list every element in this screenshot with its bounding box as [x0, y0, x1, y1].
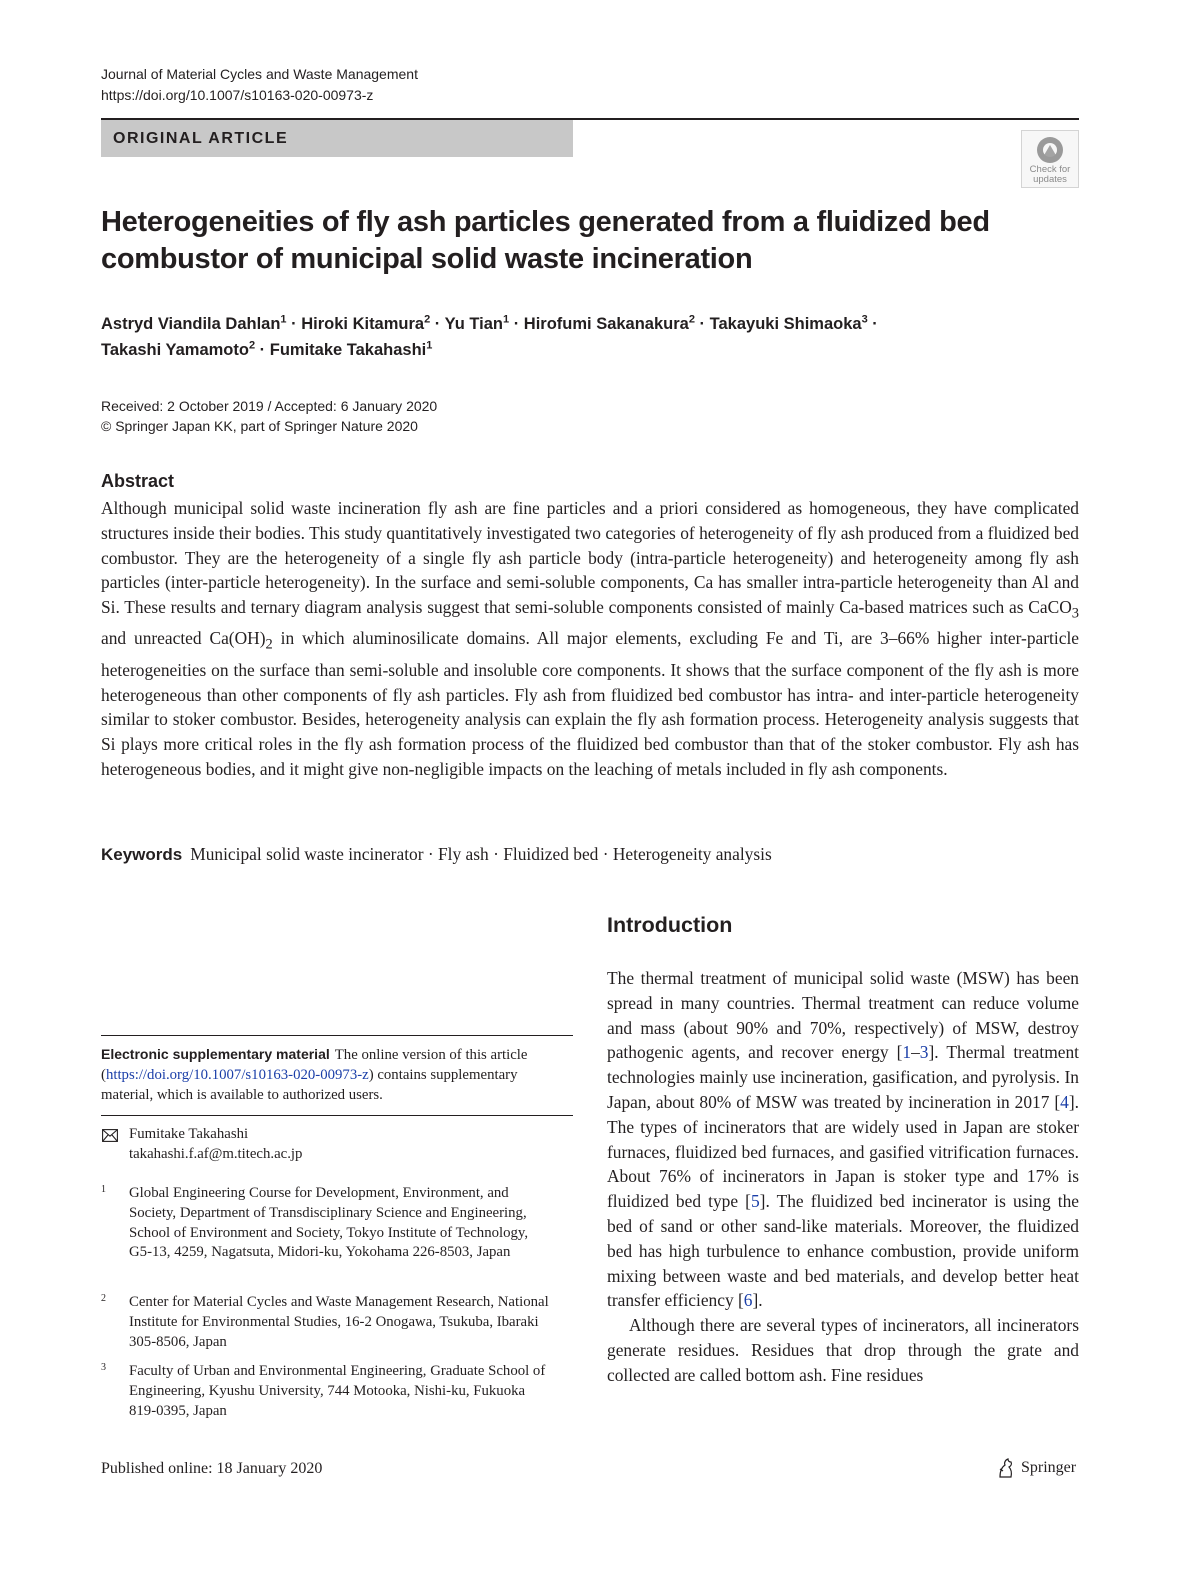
springer-horse-icon [996, 1457, 1016, 1479]
journal-header [101, 64, 418, 106]
affiliation-2: Center for Material Cycles and Waste Management Research, National Institute for Environmental Studies, 16-2 Onogawa, Tsukuba, Ibaraki 305-8506, Japan [129, 1294, 549, 1350]
corresponding-author [129, 1124, 302, 1164]
author-affiliation-mark: 2 [424, 313, 431, 326]
author-separator: · [255, 341, 270, 359]
introduction-heading: Introduction [607, 913, 733, 937]
introduction-body [607, 966, 1079, 1388]
article-dates [101, 396, 437, 436]
abstract-text-1: Although municipal solid waste incineration fly ash are fine particles and a priori considered as homogeneous, they have complicated structures inside their bodies. This study quantitatively investigated two categories of heterogeneity of fly ash produced from a fluidized bed combustor. They are the heterogeneity of a single fly ash particle body (intra-particle heterogeneity) and heterogeneity among fly ash particles (inter-particle heterogeneity). In the surface and semi-soluble components, Ca has smaller intra-particle heterogeneity than Al and Si. These results and ternary diagram analysis suggest that semi-soluble components consisted of mainly Ca-based matrices such as CaCO [101, 498, 1079, 618]
article-title [101, 204, 1081, 278]
citation-1[interactable]: 1 [902, 1042, 912, 1063]
affiliation-number-3: 3 [101, 1362, 106, 1373]
abstract-subscript-2: 2 [265, 636, 273, 653]
check-updates-icon [1035, 135, 1065, 165]
affiliation-3: Faculty of Urban and Environmental Engineering, Graduate School of Engineering, Kyushu University, 744 Motooka, Nishi-ku, Fukuoka 819-0395, Japan [129, 1363, 546, 1419]
keywords-text: Municipal solid waste incinerator · Fly ash · Fluidized bed · Heterogeneity analysis [190, 844, 772, 864]
affiliation-number-1: 1 [101, 1184, 106, 1195]
check-updates-text: Check for updates [1029, 164, 1071, 185]
doi-link[interactable]: https://doi.org/10.1007/s10163-020-00973-z [101, 87, 374, 103]
keywords-label: Keywords [101, 845, 183, 864]
author-name[interactable]: Fumitake Takahashi [269, 341, 427, 359]
corresponding-name: Fumitake Takahashi [129, 1126, 249, 1142]
keywords [101, 842, 1079, 867]
intro-paragraph-1 [607, 966, 1079, 1313]
springer-label: Springer [1021, 1459, 1077, 1476]
supplementary-link[interactable]: https://doi.org/10.1007/s10163-020-00973-z [105, 1067, 369, 1083]
supplementary-text: The online version of this article ( [101, 1047, 528, 1083]
intro-text: The thermal treatment of municipal solid waste (MSW) has been spread in many countries. Thermal treatment can reduce volume and mass (about 90% and 70%, respectively) of MSW, destroy pathogenic agents, and recover energy [ [607, 968, 1079, 1063]
author-name[interactable]: Hiroki Kitamura [301, 315, 425, 333]
received-accepted: Received: 2 October 2019 / Accepted: 6 January 2020 [101, 398, 438, 414]
published-online: Published online: 18 January 2020 [101, 1460, 323, 1477]
citation-5[interactable]: 5 [750, 1191, 760, 1212]
corresponding-email[interactable]: takahashi.f.af@m.titech.ac.jp [129, 1146, 303, 1162]
supplementary-text: ) contains supplementary material, which is available to authorized users. [101, 1067, 518, 1103]
title-line-2: combustor of municipal solid waste incineration [101, 243, 753, 275]
author-affiliation-mark: 1 [426, 339, 433, 352]
author-name[interactable]: Takashi Yamamoto [101, 341, 249, 359]
author-affiliation-mark: 1 [502, 313, 510, 326]
citation-dash: – [911, 1042, 920, 1063]
intro-text: ]. Thermal treatment technologies mainly use incineration, gasification, and pyrolysis. In Japan, about 80% of MSW was treated by incineration in 2017 [ [607, 1042, 1080, 1112]
author-affiliation-mark: 3 [861, 313, 868, 326]
citation-4[interactable]: 4 [1060, 1091, 1069, 1112]
author-list [101, 311, 1081, 363]
footnote-rule-bottom [101, 1115, 573, 1116]
author-separator: · [286, 315, 302, 333]
supplementary-note [101, 1044, 573, 1105]
author-separator: · [867, 315, 878, 333]
author-separator: · [694, 315, 710, 333]
supplementary-label: Electronic supplementary material [101, 1046, 330, 1062]
envelope-icon [102, 1129, 118, 1142]
copyright: © Springer Japan KK, part of Springer Nature 2020 [101, 418, 418, 434]
author-separator: · [509, 315, 524, 333]
intro-text: ]. The fluidized bed incinerator is using the bed of sand or other sand-like materials. Moreover, the fluidized bed has high turbulence to enhance combustion, provide uniform mixing between waste and bed materials, and develop better heat transfer efficiency [ [607, 1191, 1079, 1311]
abstract-subscript-1: 3 [1071, 605, 1079, 622]
abstract-body [101, 496, 1079, 782]
author-affiliation-mark: 2 [248, 339, 256, 352]
citation-3[interactable]: 3 [919, 1042, 929, 1063]
author-affiliation-mark: 2 [688, 313, 695, 326]
intro-text: ]. The types of incinerators that are widely used in Japan are stoker furnaces, fluidized bed furnaces, and gasified vitrification furnaces. About 76% of incinerators in Japan is stoker type and 17% is fluidized bed type [ [607, 1091, 1079, 1212]
article-type-label: ORIGINAL ARTICLE [113, 130, 289, 147]
abstract-text-2: and unreacted Ca(OH) [101, 628, 266, 649]
abstract-text-3: in which aluminosilicate domains. All major elements, excluding Fe and Ti, are 3–66% higher inter-particle heterogeneities on the surface than semi-soluble and insoluble core components. It shows that the surface component of the fly ash is more heterogeneous than other components of fly ash particles. Fly ash from fluidized bed combustor has intra- and inter-particle heterogeneity similar to stoker combustor. Besides, heterogeneity analysis can explain the fly ash formation process. Heterogeneity analysis suggests that Si plays more critical roles in the fly ash formation process of the fluidized bed combustor than that of the stoker combustor. Fly ash has heterogeneous bodies, and it might give non-negligible impacts on the leaching of metals included in fly ash components. [101, 628, 1079, 779]
title-line-1: Heterogeneities of fly ash particles generated from a fluidized bed [101, 206, 990, 238]
abstract-heading: Abstract [101, 471, 175, 491]
affiliation-1: Global Engineering Course for Development, Environment, and Society, Department of Transdisciplinary Science and Engineering, School of Environment and Society, Tokyo Institute of Technology, G5-13, 4259, Nagatsuta, Midori-ku, Yokohama 226-8503, Japan [129, 1185, 529, 1261]
citation-6[interactable]: 6 [743, 1290, 753, 1311]
author-affiliation-mark: 1 [280, 313, 287, 326]
journal-name: Journal of Material Cycles and Waste Management [101, 66, 418, 82]
author-name[interactable]: Hirofumi Sakanakura [523, 315, 689, 333]
author-name[interactable]: Yu Tian [444, 315, 503, 333]
footnote-rule-top [101, 1035, 573, 1036]
author-name[interactable]: Astryd Viandila Dahlan [101, 315, 281, 333]
author-separator: · [430, 315, 445, 333]
author-name[interactable]: Takayuki Shimaoka [709, 315, 862, 333]
intro-text: ]. [752, 1290, 763, 1311]
affiliation-number-2: 2 [101, 1293, 106, 1304]
springer-logo[interactable] [996, 1457, 1076, 1479]
intro-paragraph-2: Although there are several types of incinerators, all incinerators generate residues. Residues that drop through the grate and collected are called bottom ash. Fine residues [607, 1315, 1079, 1385]
check-for-updates-badge[interactable] [1021, 130, 1079, 188]
